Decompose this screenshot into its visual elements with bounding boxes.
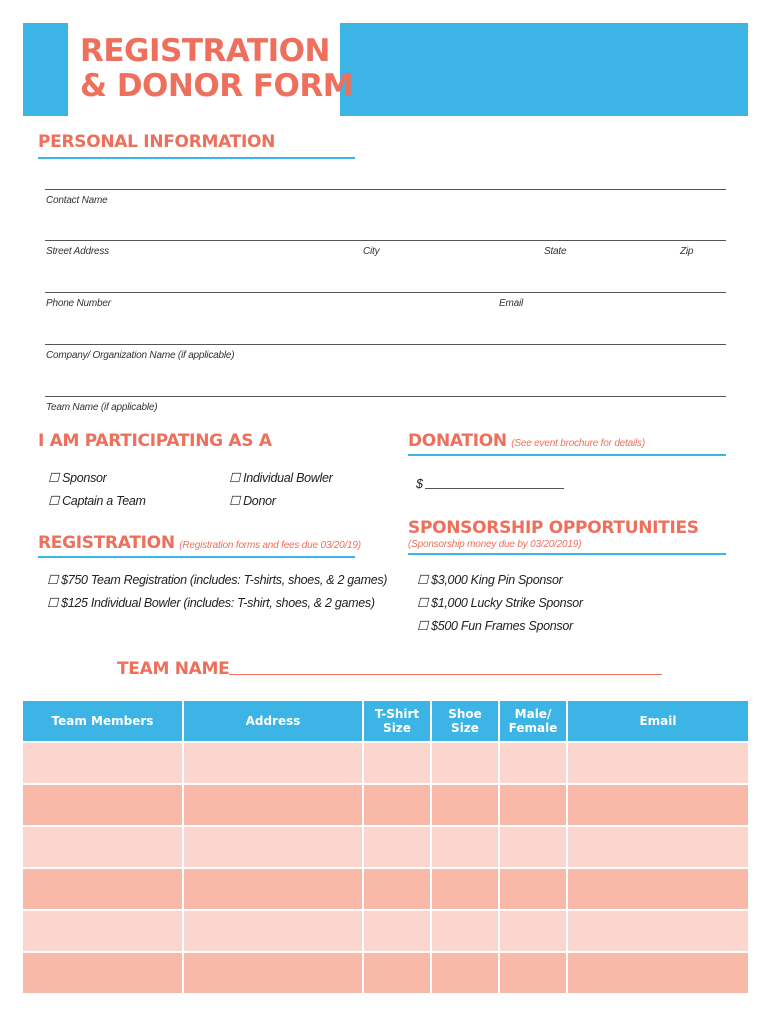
team-name-input-line[interactable]: [229, 674, 662, 675]
registration-heading: REGISTRATION: [38, 533, 175, 553]
cell-shoe-size[interactable]: [431, 910, 499, 952]
column-header-team-members: Team Members: [23, 701, 183, 742]
table-row: [23, 742, 748, 784]
personal-info-underline: [38, 157, 355, 159]
title-line-2: & DONOR FORM: [80, 68, 354, 104]
donation-heading: DONATION: [408, 431, 507, 451]
column-header-gender: Male/ Female: [499, 701, 567, 742]
cell-shoe-size[interactable]: [431, 868, 499, 910]
cell-gender[interactable]: [499, 826, 567, 868]
team-members-table: [23, 701, 748, 993]
individual-registration-checkbox[interactable]: ☐ $125 Individual Bowler (includes: T-shirt, shoes, & 2 games): [47, 596, 375, 610]
contact-name-line[interactable]: [45, 189, 726, 190]
header-accent-left: [23, 23, 68, 116]
participating-heading: I AM PARTICIPATING AS A: [38, 431, 272, 451]
phone-email-line[interactable]: [45, 292, 726, 293]
cell-address[interactable]: [183, 868, 363, 910]
cell-shoe-size[interactable]: [431, 952, 499, 993]
phone-label: Phone Number: [46, 298, 111, 309]
city-label: City: [363, 246, 380, 257]
personal-info-heading: PERSONAL INFORMATION: [38, 132, 276, 152]
cell-tshirt-size[interactable]: [363, 784, 431, 826]
registration-heading-row: [38, 533, 361, 553]
fun-frames-checkbox[interactable]: ☐ $500 Fun Frames Sponsor: [417, 619, 573, 633]
cell-gender[interactable]: [499, 952, 567, 993]
cell-member[interactable]: [23, 910, 183, 952]
donation-heading-row: [408, 431, 645, 451]
cell-shoe-size[interactable]: [431, 826, 499, 868]
state-label: State: [544, 246, 567, 257]
captain-team-checkbox[interactable]: ☐ Captain a Team: [48, 494, 146, 508]
team-registration-checkbox[interactable]: ☐ $750 Team Registration (includes: T-shirts, shoes, & 2 games): [47, 573, 388, 587]
cell-email[interactable]: [567, 910, 748, 952]
cell-address[interactable]: [183, 784, 363, 826]
team-name-line[interactable]: [45, 396, 726, 397]
column-header-email: Email: [567, 701, 748, 742]
cell-email[interactable]: [567, 952, 748, 993]
table-row: [23, 952, 748, 993]
cell-member[interactable]: [23, 784, 183, 826]
cell-tshirt-size[interactable]: [363, 742, 431, 784]
zip-label: Zip: [680, 246, 694, 257]
registration-note: (Registration forms and fees due 03/20/19): [179, 540, 361, 551]
column-header-address: Address: [183, 701, 363, 742]
cell-member[interactable]: [23, 868, 183, 910]
cell-gender[interactable]: [499, 784, 567, 826]
cell-email[interactable]: [567, 742, 748, 784]
street-address-label: Street Address: [46, 246, 109, 257]
cell-tshirt-size[interactable]: [363, 826, 431, 868]
donation-note: (See event brochure for details): [511, 438, 645, 449]
address-line[interactable]: [45, 240, 726, 241]
cell-member[interactable]: [23, 826, 183, 868]
company-label: Company/ Organization Name (if applicable): [46, 350, 235, 361]
donation-underline: [408, 454, 726, 456]
sponsorship-heading: SPONSORSHIP OPPORTUNITIES: [408, 518, 699, 538]
registration-underline: [38, 556, 355, 558]
column-header-shoe-size: Shoe Size: [431, 701, 499, 742]
cell-address[interactable]: [183, 952, 363, 993]
cell-gender[interactable]: [499, 868, 567, 910]
cell-email[interactable]: [567, 868, 748, 910]
cell-address[interactable]: [183, 910, 363, 952]
table-row: [23, 784, 748, 826]
cell-tshirt-size[interactable]: [363, 952, 431, 993]
cell-email[interactable]: [567, 784, 748, 826]
email-label: Email: [499, 298, 524, 309]
page-title: [80, 34, 353, 104]
cell-gender[interactable]: [499, 910, 567, 952]
donation-amount-line[interactable]: [425, 488, 564, 489]
column-header-tshirt-size: T-Shirt Size: [363, 701, 431, 742]
cell-gender[interactable]: [499, 742, 567, 784]
title-line-1: REGISTRATION: [80, 33, 330, 69]
cell-email[interactable]: [567, 826, 748, 868]
company-line[interactable]: [45, 344, 726, 345]
cell-shoe-size[interactable]: [431, 784, 499, 826]
team-name-heading: TEAM NAME: [117, 659, 230, 679]
contact-name-label: Contact Name: [46, 195, 108, 206]
cell-address[interactable]: [183, 826, 363, 868]
king-pin-checkbox[interactable]: ☐ $3,000 King Pin Sponsor: [417, 573, 563, 587]
donation-dollar-sign: $: [416, 477, 423, 491]
sponsor-checkbox[interactable]: ☐ Sponsor: [48, 471, 107, 485]
header-accent-right: [340, 23, 748, 116]
donor-checkbox[interactable]: ☐ Donor: [229, 494, 276, 508]
cell-member[interactable]: [23, 742, 183, 784]
table-row: [23, 910, 748, 952]
table-row: [23, 868, 748, 910]
cell-shoe-size[interactable]: [431, 742, 499, 784]
individual-bowler-checkbox[interactable]: ☐ Individual Bowler: [229, 471, 333, 485]
lucky-strike-checkbox[interactable]: ☐ $1,000 Lucky Strike Sponsor: [417, 596, 583, 610]
cell-address[interactable]: [183, 742, 363, 784]
sponsorship-note: (Sponsorship money due by 03/20/2019): [408, 539, 582, 550]
table-row: [23, 826, 748, 868]
cell-member[interactable]: [23, 952, 183, 993]
cell-tshirt-size[interactable]: [363, 910, 431, 952]
cell-tshirt-size[interactable]: [363, 868, 431, 910]
sponsorship-underline: [408, 553, 726, 555]
team-name-label: Team Name (if applicable): [46, 402, 158, 413]
